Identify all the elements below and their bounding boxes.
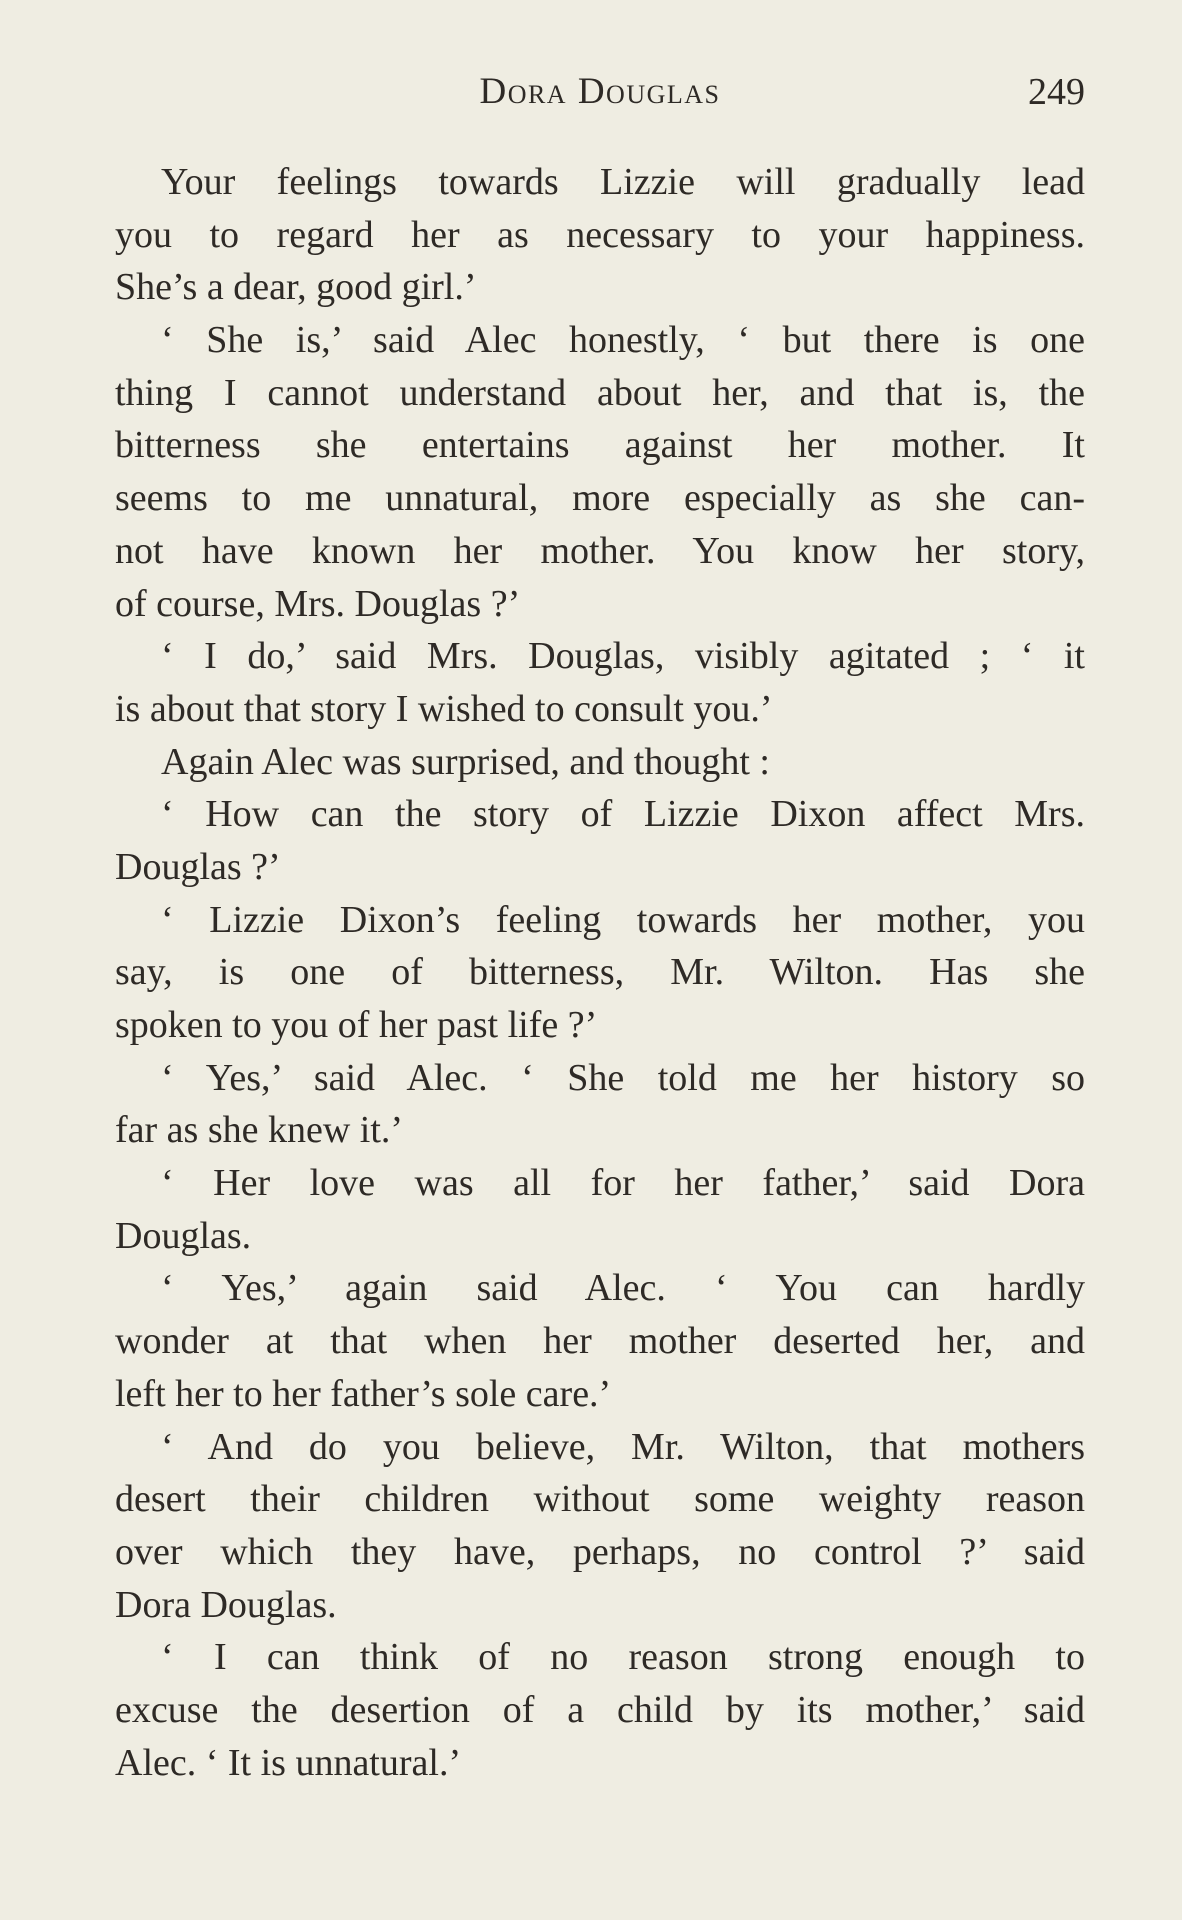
text-line: Your feelings towards Lizzie will gradually lead xyxy=(161,161,1085,203)
text-line: seems to me unnatural, more especially as she can- xyxy=(115,477,1085,520)
text-line: ‘ Yes,’ said Alec. ‘ She told me her history so xyxy=(161,1056,1085,1099)
text-line: left her to her father’s sole care.’ xyxy=(115,1372,612,1415)
text-line: ‘ How can the story of Lizzie Dixon affect Mrs. xyxy=(161,793,1085,836)
text-line: ‘ I do,’ said Mrs. Douglas, visibly agitated ; ‘ it xyxy=(161,635,1085,678)
text-line: Alec. ‘ It is unnatural.’ xyxy=(115,1741,462,1784)
text-line: over which they have, perhaps, no control ?’ said xyxy=(115,1530,1085,1573)
text-line: ‘ Her love was all for her father,’ said Dora xyxy=(161,1162,1085,1205)
text-line: bitterness she entertains against her mother. It xyxy=(115,424,1085,467)
text-line: ‘ Lizzie Dixon’s feeling towards her mother, you xyxy=(161,898,1085,941)
text-line: Douglas ?’ xyxy=(115,845,281,888)
text-line: you to regard her as necessary to your happiness. xyxy=(115,213,1085,256)
text-line: far as she knew it.’ xyxy=(115,1109,404,1152)
text-line: Dora Douglas. xyxy=(115,1583,337,1626)
body-text xyxy=(115,156,1085,1789)
running-title: Dora Douglas xyxy=(479,71,721,112)
text-line: ‘ Yes,’ again said Alec. ‘ You can hardly xyxy=(161,1267,1085,1310)
running-head xyxy=(115,70,1085,120)
text-line: thing I cannot understand about her, and that is, the xyxy=(115,371,1085,414)
text-line: is about that story I wished to consult you.’ xyxy=(115,687,773,730)
text-line: say, is one of bitterness, Mr. Wilton. Has she xyxy=(115,951,1085,994)
text-line: ‘ And do you believe, Mr. Wilton, that mothers xyxy=(161,1425,1085,1468)
text-line: desert their children without some weighty reason xyxy=(115,1478,1085,1521)
text-line: ‘ I can think of no reason strong enough to xyxy=(161,1636,1085,1679)
text-line: spoken to you of her past life ?’ xyxy=(115,1004,598,1046)
text-line: Again Alec was surprised, and thought : xyxy=(161,740,770,783)
text-line: of course, Mrs. Douglas ?’ xyxy=(115,582,521,625)
text-line: not have known her mother. You know her story, xyxy=(115,529,1085,572)
text-line: She’s a dear, good girl.’ xyxy=(115,266,477,309)
text-line: Douglas. xyxy=(115,1214,252,1257)
text-line: excuse the desertion of a child by its mother,’ said xyxy=(115,1688,1085,1731)
page-number: 249 xyxy=(1028,71,1085,113)
text-line: ‘ She is,’ said Alec honestly, ‘ but there is one xyxy=(161,319,1085,362)
text-line: wonder at that when her mother deserted her, and xyxy=(115,1320,1085,1363)
